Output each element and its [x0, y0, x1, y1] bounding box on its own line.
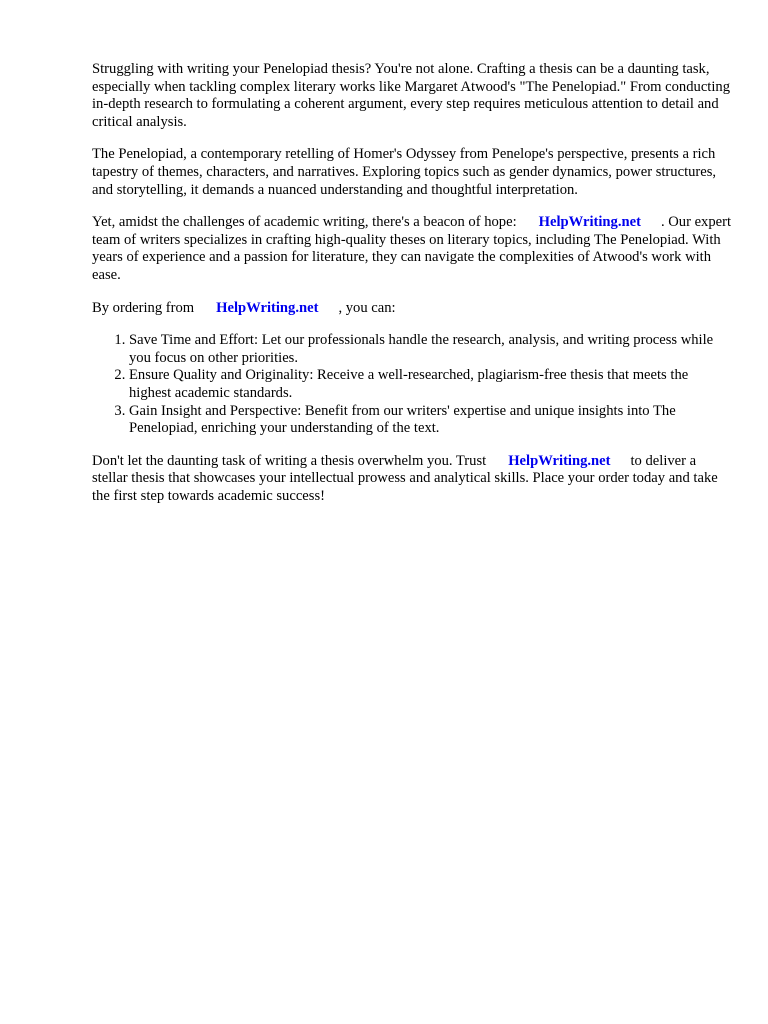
- list-item: 1. Save Time and Effort: Let our professionals handle the research, analysis, and writing process while you focus on other priorities.: [129, 332, 732, 367]
- ordering-text-after: , you can:: [338, 299, 396, 316]
- closing-text-before: Don't let the daunting task of writing a thesis overwhelm you. Trust: [92, 452, 487, 469]
- helpwriting-link-1[interactable]: HelpWriting.net: [538, 214, 641, 231]
- solution-text-after: . Our expert team of writers specializes in crafting high-quality theses on literary topics, including The Penelopiad. With years of experience and a passion for literature, they can navigate the complexities of Atwood's work with ease.: [92, 214, 732, 283]
- closing-paragraph: [92, 453, 732, 506]
- solution-text-before: Yet, amidst the challenges of academic writing, there's a beacon of hope:: [92, 214, 517, 231]
- context-paragraph: The Penelopiad, a contemporary retelling of Homer's Odyssey from Penelope's perspective, presents a rich tapestry of themes, characters, and narratives. Exploring topics such as gender dynamics, power structures, and storytelling, it demands a nuanced understanding and thoughtful interpretation.: [92, 146, 717, 198]
- solution-paragraph: [92, 214, 732, 284]
- benefits-list: [92, 332, 732, 438]
- helpwriting-link-2[interactable]: HelpWriting.net: [216, 299, 319, 316]
- list-item: 3. Gain Insight and Perspective: Benefit from our writers' expertise and unique insights into The Penelopiad, enriching your understanding of the text.: [129, 403, 732, 438]
- helpwriting-link-3[interactable]: HelpWriting.net: [508, 452, 611, 469]
- closing-text-after: to deliver a stellar thesis that showcases your intellectual prowess and analytical skills. Place your order today and take the first step towards academic success!: [92, 452, 718, 504]
- document-body: [92, 61, 732, 520]
- list-item: 2. Ensure Quality and Originality: Receive a well-researched, plagiarism-free thesis that meets the highest academic standards.: [129, 367, 732, 402]
- intro-paragraph: Struggling with writing your Penelopiad thesis? You're not alone. Crafting a thesis can be a daunting task, especially when tackling complex literary works like Margaret Atwood's "The Penelopiad." From conducting in-depth research to formulating a coherent argument, every step requires meticulous attention to detail and critical analysis.: [92, 61, 730, 130]
- ordering-text-before: By ordering from: [92, 299, 195, 316]
- ordering-paragraph: [92, 300, 732, 318]
